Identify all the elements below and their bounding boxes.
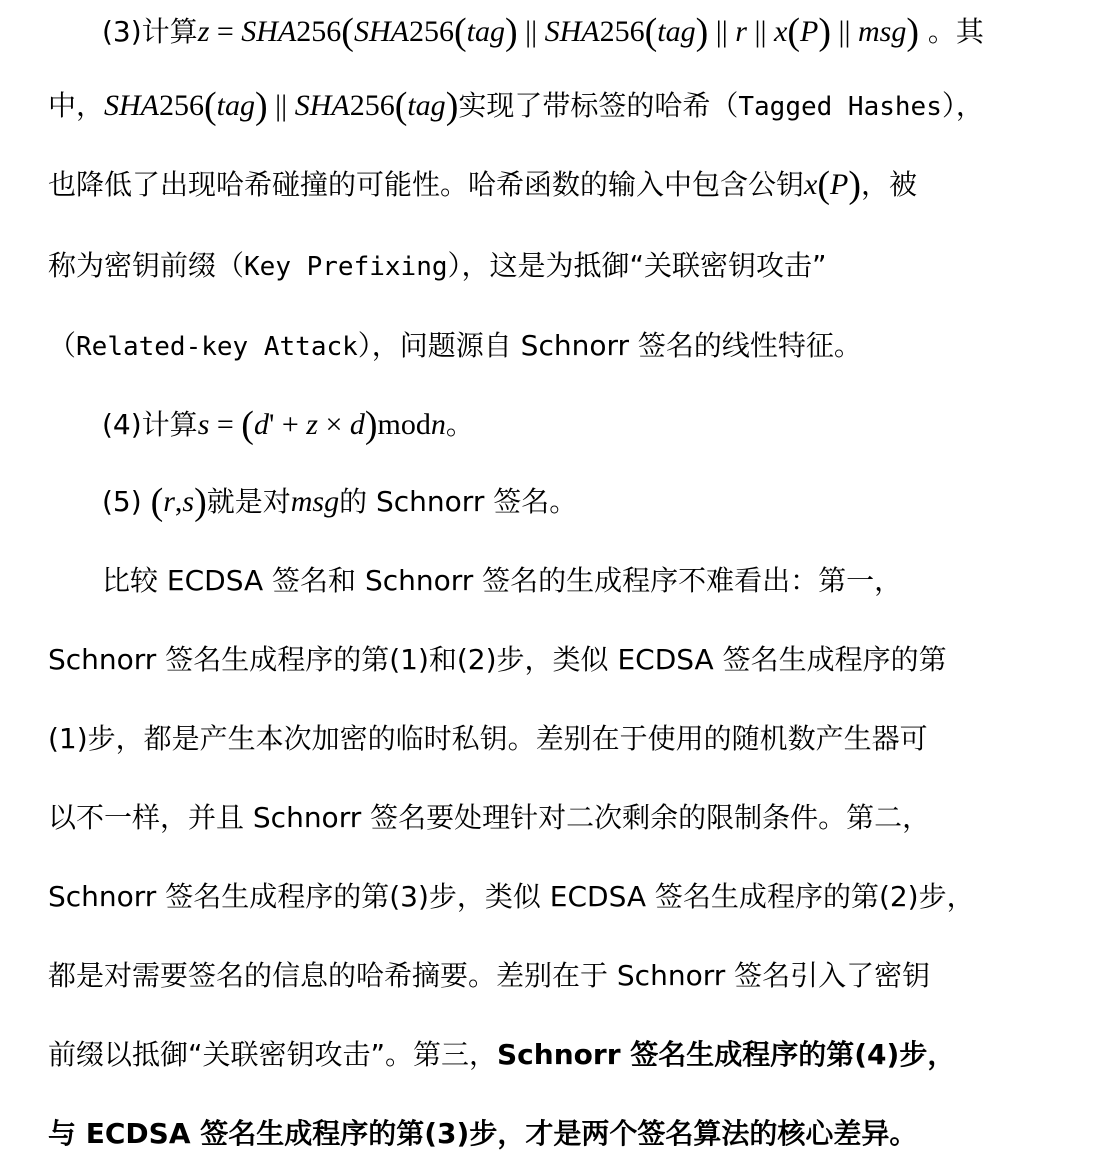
text-segment: ) — [818, 11, 831, 53]
text-segment: ' — [268, 408, 275, 441]
text-segment: || — [267, 89, 295, 122]
text-segment: 256 — [159, 89, 205, 122]
text-segment: 实现了带标签的哈希（ — [458, 89, 739, 122]
text-segment: SHA — [353, 15, 409, 48]
text-segment: || — [517, 15, 545, 48]
related-key-attack-line — [48, 326, 862, 366]
hash-collision-line — [48, 165, 917, 205]
text-segment: 称为密钥前缀（ — [48, 249, 245, 282]
text-segment: d — [253, 408, 269, 441]
text-segment: tag — [216, 89, 256, 122]
text-segment: ( — [204, 85, 217, 127]
step-4-formula-line — [102, 405, 474, 445]
text-segment: 以不一样，并且 Schnorr 签名要处理针对二次剩余的限制条件。第二， — [48, 801, 931, 834]
text-segment: z — [306, 408, 318, 441]
text-segment: Schnorr 签名生成程序的第(3)步，类似 ECDSA 签名生成程序的第(2)步， — [48, 880, 975, 913]
text-segment: ），这是为抵御“关联密钥攻击” — [447, 249, 827, 282]
text-segment: r — [163, 485, 175, 518]
text-segment: x — [804, 168, 818, 201]
text-segment: 也降低了出现哈希碰撞的可能性。哈希函数的输入中包含公钥 — [48, 168, 805, 201]
text-segment: ( — [644, 11, 658, 53]
hash-digest-line — [48, 956, 930, 996]
text-segment: Related-key Attack — [76, 332, 358, 362]
text-segment: 256 — [296, 15, 342, 48]
text-segment: ( — [150, 481, 164, 523]
text-segment: （ — [48, 329, 77, 362]
text-segment: ) — [848, 164, 861, 206]
text-segment: 计算 — [141, 15, 198, 48]
comparison-intro-line — [102, 561, 902, 601]
text-segment: SHA — [544, 15, 600, 48]
text-segment: P — [799, 15, 819, 48]
text-segment: s — [182, 485, 195, 518]
step-5-line — [102, 482, 577, 522]
text-segment: 。 — [445, 408, 474, 441]
text-segment: 。其 — [918, 15, 984, 48]
text-segment: tag — [466, 15, 505, 48]
text-segment: ) — [504, 11, 518, 53]
text-segment: 256 — [599, 15, 645, 48]
text-segment: Schnorr 签名生成程序的第(4)步， — [497, 1038, 956, 1071]
quadratic-residue-line — [48, 798, 930, 838]
text-segment: 与 ECDSA 签名生成程序的第(3)步，才是两个签名算法的核心差异。 — [48, 1117, 918, 1150]
text-segment: || — [830, 15, 858, 48]
text-segment: tag — [657, 15, 696, 48]
text-segment: , — [174, 485, 183, 518]
text-segment: (4) — [102, 408, 142, 441]
text-segment: SHA — [294, 89, 350, 122]
text-segment: s — [197, 408, 210, 441]
text-segment: = — [209, 408, 242, 441]
text-segment: ( — [241, 404, 254, 446]
text-segment: 256 — [408, 15, 454, 48]
text-segment: tag — [407, 89, 446, 122]
text-segment: ( — [817, 164, 830, 206]
text-segment: 256 — [349, 89, 395, 122]
text-segment: msg — [857, 15, 907, 48]
text-segment: || — [746, 15, 774, 48]
text-segment: ，被 — [860, 168, 917, 201]
text-segment: Tagged Hashes — [738, 92, 942, 122]
text-segment: (5) — [102, 485, 151, 518]
text-segment: ( — [787, 11, 800, 53]
text-segment: 比较 ECDSA 签名和 Schnorr 签名的生成程序不难看出：第一， — [102, 564, 903, 597]
temp-key-line — [48, 719, 928, 759]
text-segment: 中， — [48, 89, 105, 122]
key-prefixing-line — [48, 246, 827, 286]
text-segment: SHA — [241, 15, 297, 48]
text-segment: ) — [906, 11, 919, 53]
comparison-first-line — [48, 640, 947, 680]
text-segment: SHA — [104, 89, 160, 122]
comparison-second-line — [48, 877, 975, 917]
text-segment: Key Prefixing — [244, 252, 448, 282]
text-segment: 前缀以抵御“关联密钥攻击”。第三， — [48, 1038, 498, 1071]
text-segment: 计算 — [141, 408, 198, 441]
text-segment: ) — [255, 85, 268, 127]
text-segment: ( — [341, 11, 354, 53]
step-3-formula-line — [102, 12, 984, 52]
text-segment: ），问题源自 Schnorr 签名的线性特征。 — [357, 329, 862, 362]
text-segment: × — [317, 408, 350, 441]
text-segment: + — [274, 408, 307, 441]
text-segment: ) — [194, 481, 207, 523]
text-segment: x — [774, 15, 788, 48]
text-segment: msg — [290, 485, 340, 518]
text-segment: 的 Schnorr 签名。 — [339, 485, 578, 518]
text-segment: = — [209, 15, 242, 48]
text-segment: (1)步，都是产生本次加密的临时私钥。差别在于使用的随机数产生器可 — [48, 722, 928, 755]
core-difference-line — [48, 1114, 917, 1154]
text-segment: z — [197, 15, 210, 48]
text-segment: ) — [445, 85, 459, 127]
text-segment: Schnorr 签名生成程序的第(1)和(2)步，类似 ECDSA 签名生成程序的第 — [48, 643, 947, 676]
text-segment: P — [830, 168, 849, 201]
text-segment: 就是对 — [206, 485, 291, 518]
comparison-third-line — [48, 1035, 955, 1075]
text-segment: 都是对需要签名的信息的哈希摘要。差别在于 Schnorr 签名引入了密钥 — [48, 959, 931, 992]
text-segment: n — [430, 408, 446, 441]
text-segment: ) — [364, 404, 378, 446]
text-segment: ）， — [941, 89, 984, 122]
tagged-hash-line — [48, 86, 984, 126]
text-segment: r — [735, 15, 747, 48]
text-segment: mod — [377, 408, 431, 441]
text-segment: ( — [453, 11, 467, 53]
text-segment: ) — [695, 11, 709, 53]
text-segment: d — [349, 408, 365, 441]
text-segment: || — [708, 15, 736, 48]
text-segment: (3) — [102, 15, 142, 48]
text-segment: ( — [394, 85, 408, 127]
